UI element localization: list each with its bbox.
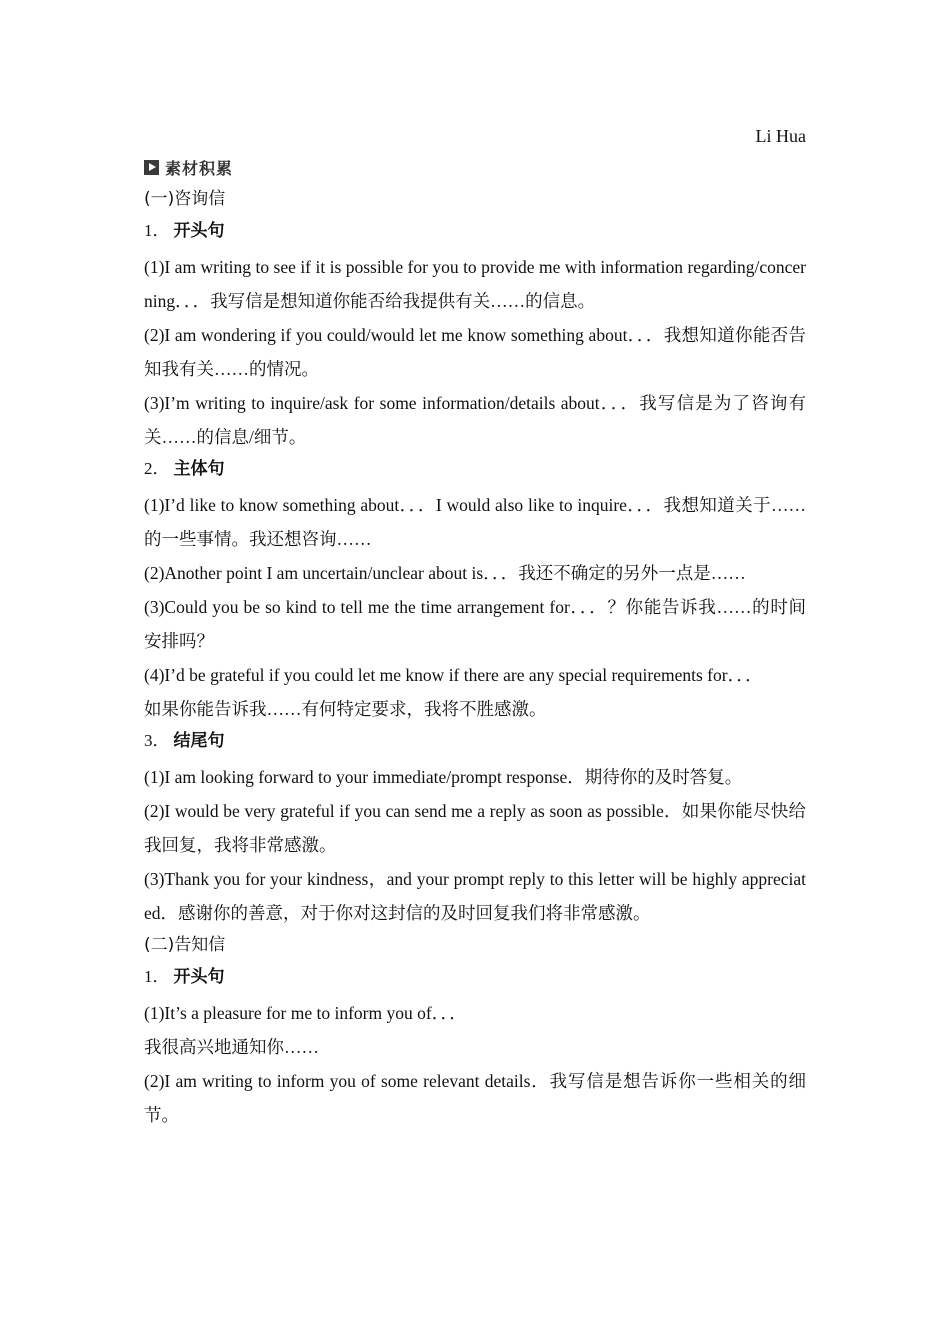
list-item: (4)I’d be grateful if you could let me know if there are any special requirements for．．．: [144, 665, 763, 685]
subsection-title: 开头句: [173, 221, 225, 241]
section-title: 素材积累: [165, 158, 234, 178]
list-item: (1)I’d like to know something about．．．I would also like to inquire．．．我想知道关于……的一些事情。我还想咨询……: [144, 495, 806, 549]
group-heading: (一)咨询信: [144, 189, 226, 209]
play-icon: [144, 160, 159, 175]
document-page: [144, 124, 806, 1133]
subsection-heading: [144, 964, 806, 990]
list-block: [144, 250, 806, 454]
list-block: [144, 996, 806, 1132]
list-item: (2)Another point I am uncertain/unclear about is．．．我还不确定的另外一点是……: [144, 563, 746, 583]
list-item: (1)I am writing to see if it is possible for you to provide me with information regarding/concerning．．．我写信是想知道你能否给我提供有关……的信息。: [144, 257, 806, 311]
list-item: (2)I am writing to inform you of some relevant details．我写信是想告诉你一些相关的细节。: [144, 1071, 806, 1125]
list-item: 我很高兴地通知你……: [144, 1037, 319, 1057]
subsection-number: 1．: [144, 967, 170, 986]
list-item: 如果你能告诉我……有何特定要求，我将不胜感激。: [144, 699, 547, 719]
list-item: (3)Could you be so kind to tell me the time arrangement for．．．？你能告诉我……的时间安排吗？: [144, 597, 806, 651]
signature: Li Hua: [755, 126, 806, 146]
subsection-number: 2．: [144, 459, 170, 478]
list-item: (2)I am wondering if you could/would let me know something about．．．我想知道你能否告知我有关……的情况。: [144, 325, 806, 379]
list-block: [144, 488, 806, 726]
subsection-title: 主体句: [173, 459, 225, 479]
subsection-title: 结尾句: [173, 731, 225, 751]
subsection-title: 开头句: [173, 967, 225, 987]
list-item: (3)Thank you for your kindness，and your prompt reply to this letter will be highly appreciated．感谢你的善意，对于你对这封信的及时回复我们将非常感激。: [144, 869, 806, 923]
list-item: (2)I would be very grateful if you can send me a reply as soon as possible．如果你能尽快给我回复，我将非常感激。: [144, 801, 806, 855]
list-item: (1)It’s a pleasure for me to inform you of．．．: [144, 1003, 467, 1023]
section-header: [144, 154, 806, 180]
subsection-heading: [144, 218, 806, 244]
subsection-number: 1．: [144, 221, 170, 240]
subsection-heading: [144, 456, 806, 482]
list-item: (1)I am looking forward to your immediate/prompt response．期待你的及时答复。: [144, 767, 743, 787]
subsection-heading: [144, 728, 806, 754]
group-heading: (二)告知信: [144, 935, 226, 955]
list-item: (3)I’m writing to inquire/ask for some information/details about．．．我写信是为了咨询有关……的信息/细节。: [144, 393, 806, 447]
subsection-number: 3．: [144, 731, 170, 750]
list-block: [144, 760, 806, 930]
